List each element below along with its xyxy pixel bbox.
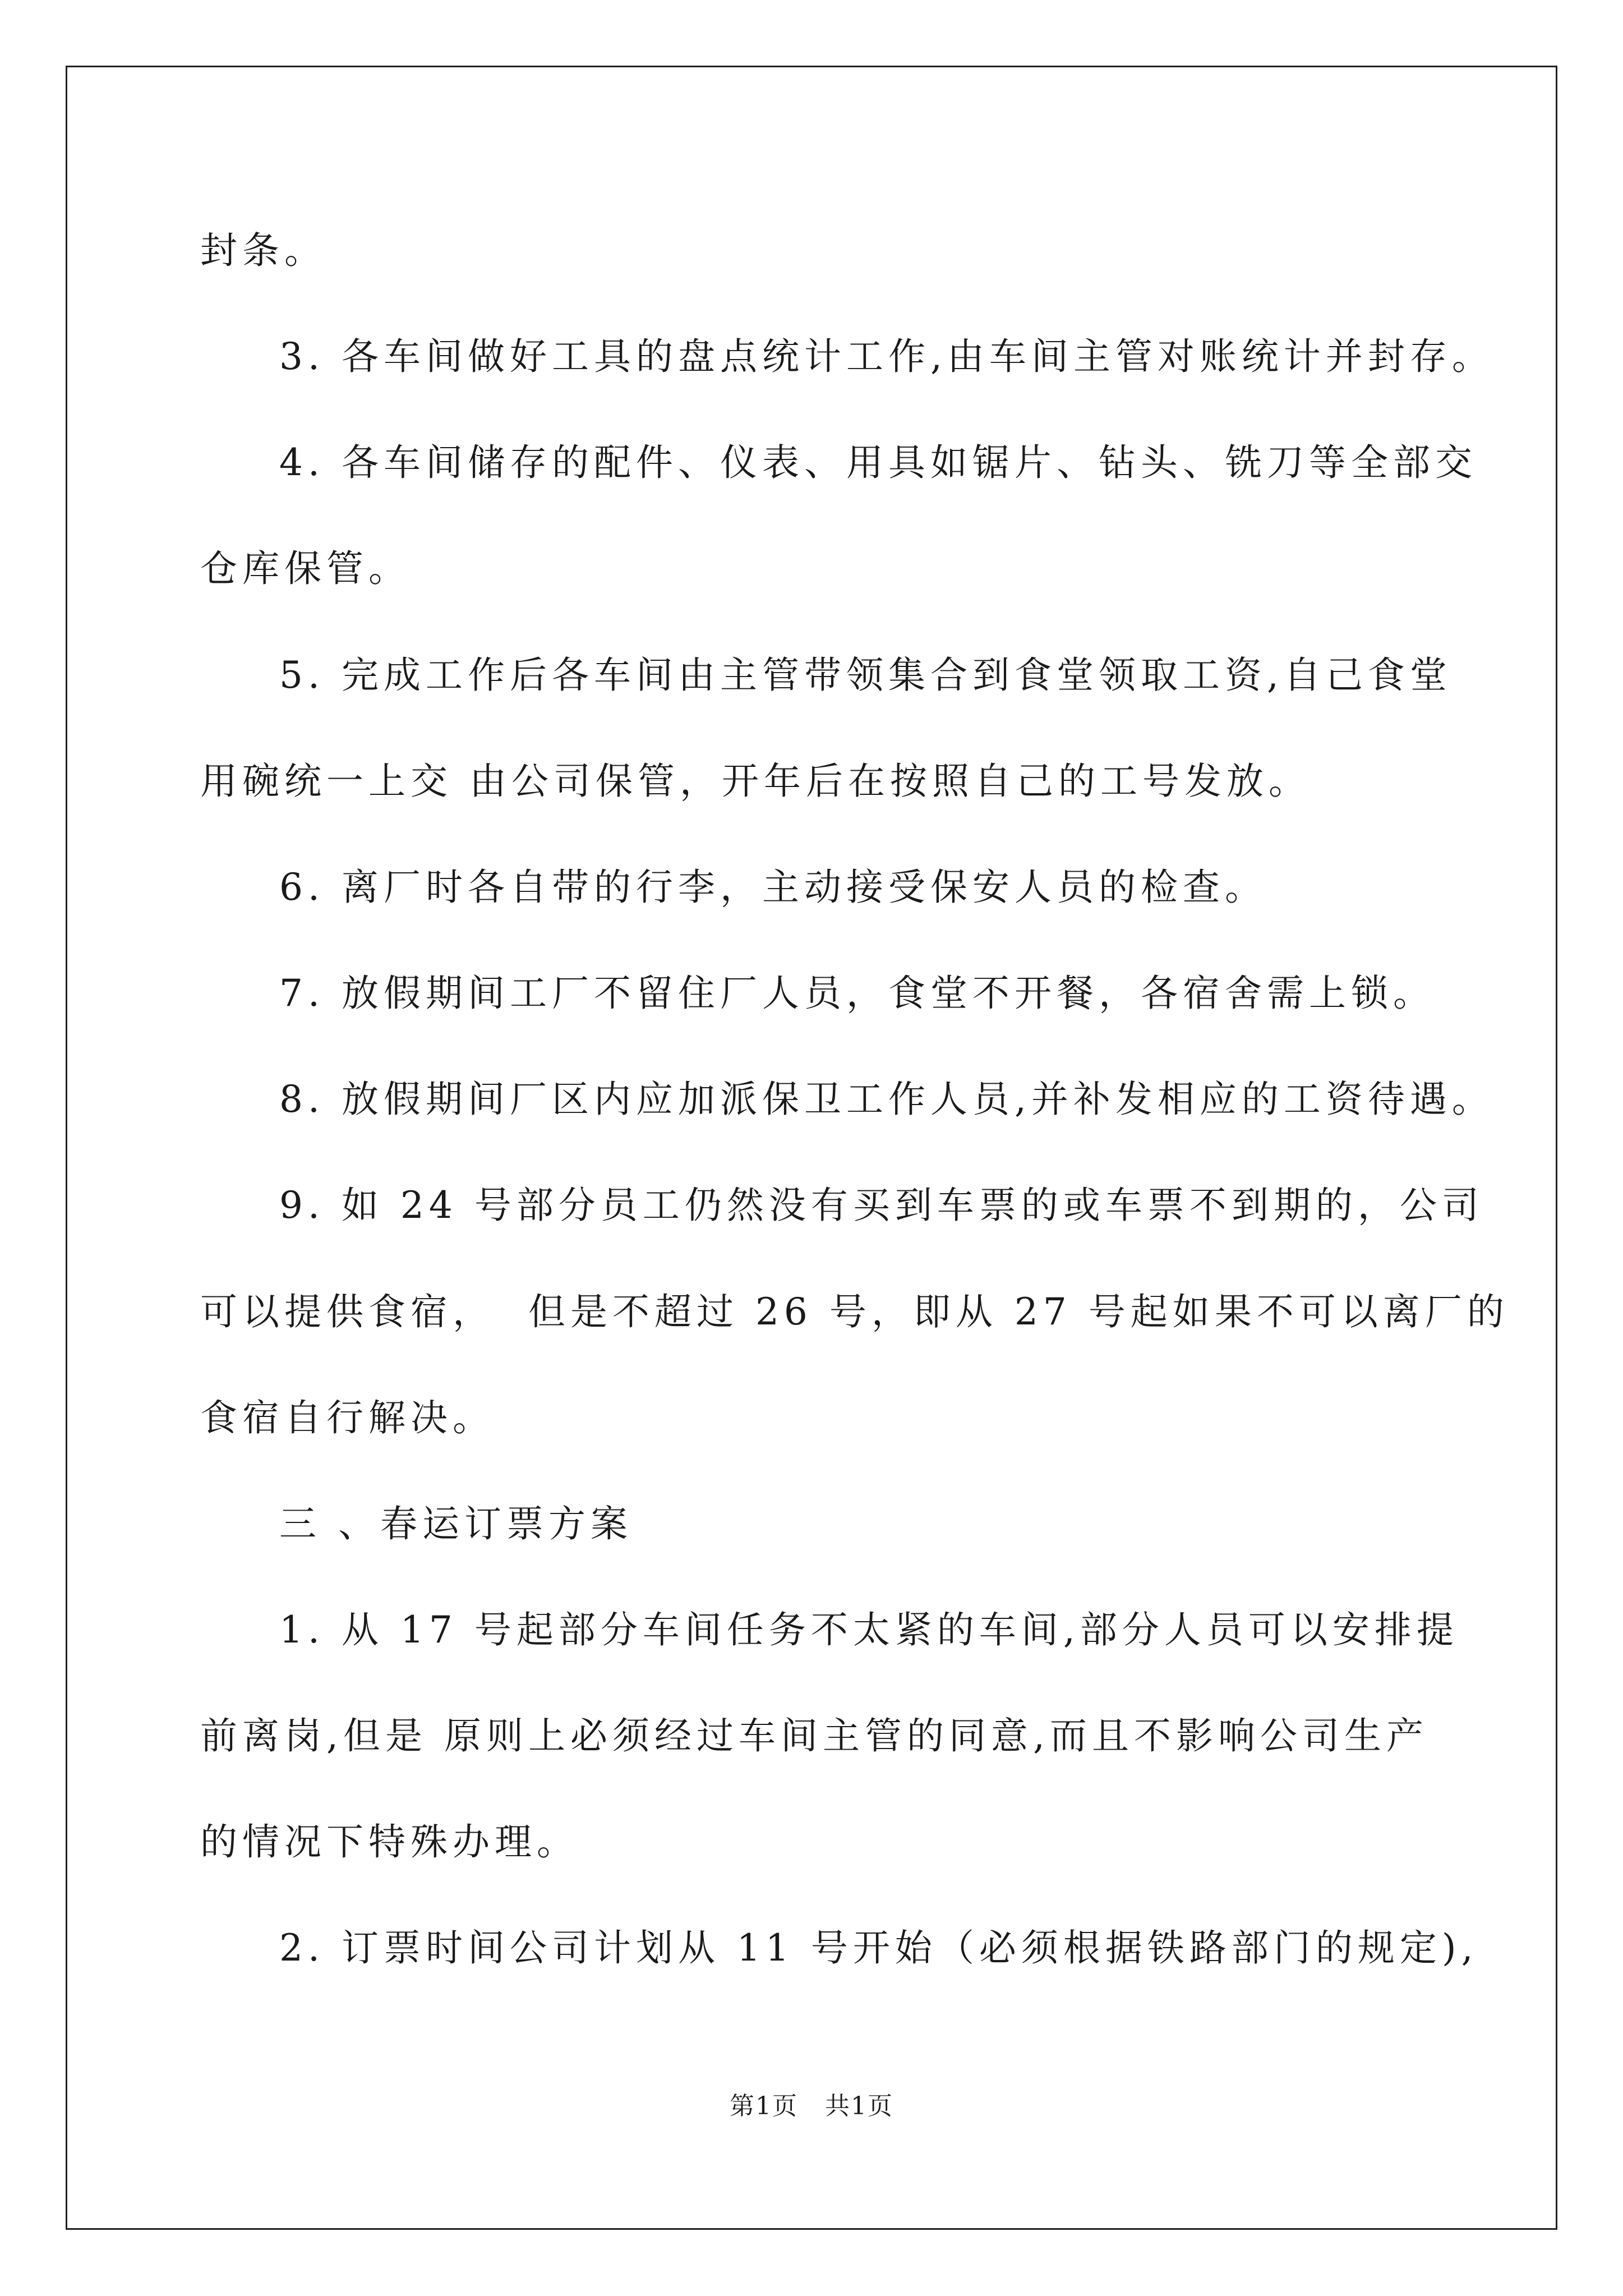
text-line: 2. 订票时间公司计划从 11 号开始（必须根据铁路部门的规定),: [279, 1926, 1478, 1970]
page-footer: 第1页 共1页: [730, 2092, 893, 2120]
text-line: 4. 各车间储存的配件、仪表、用具如锯片、钻头、铣刀等全部交: [279, 441, 1477, 484]
text-line: 5. 完成工作后各车间由主管带领集合到食堂领取工资,自己食堂: [279, 654, 1452, 697]
text-line: 1. 从 17 号起部分车间任务不太紧的车间,部分人员可以安排提: [279, 1608, 1459, 1651]
text-line: 可以提供食宿， 但是不超过 26 号，即从 27 号起如果不可以离厂的: [200, 1290, 1509, 1333]
text-line: 的情况下特殊办理。: [200, 1820, 579, 1864]
text-line: 前离岗,但是 原则上必须经过车间主管的同意,而且不影响公司生产: [200, 1714, 1428, 1757]
text-line: 3. 各车间做好工具的盘点统计工作,由车间主管对账统计并封存。: [279, 335, 1494, 378]
page-border: [66, 66, 1557, 2230]
text-line: 仓库保管。: [200, 547, 411, 590]
text-line: 8. 放假期间厂区内应加派保卫工作人员,并补发相应的工资待遇。: [279, 1078, 1494, 1121]
text-line: 封条。: [200, 229, 326, 272]
text-line: 食宿自行解决。: [200, 1396, 495, 1439]
text-line: 9. 如 24 号部分员工仍然没有买到车票的或车票不到期的，公司: [279, 1184, 1484, 1227]
text-line: 6. 离厂时各自带的行李，主动接受保安人员的检查。: [279, 866, 1267, 909]
text-line: 用碗统一上交 由公司保管，开年后在按照自己的工号发放。: [200, 760, 1311, 803]
text-line: 7. 放假期间工厂不留住厂人员，食堂不开餐，各宿舍需上锁。: [279, 972, 1435, 1015]
section-heading: 三 、春运订票方案: [279, 1502, 633, 1545]
